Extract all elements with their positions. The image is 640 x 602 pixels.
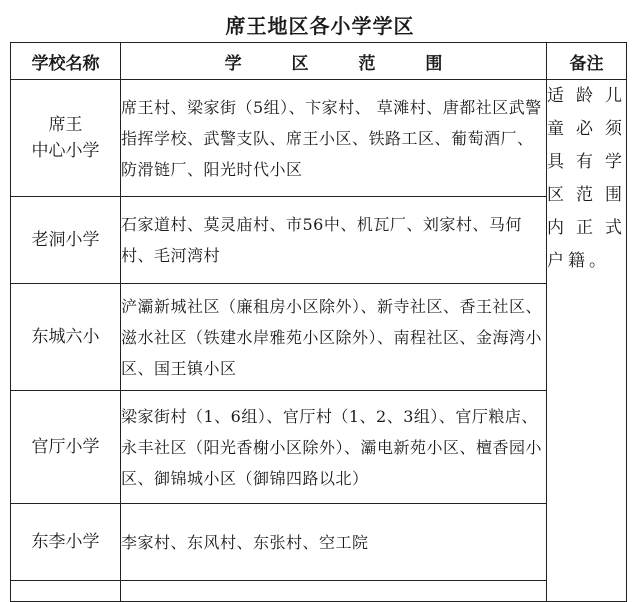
header-note: 备注 — [547, 43, 627, 80]
table-row — [11, 391, 627, 504]
school-name-cell — [11, 80, 121, 197]
district-scope-cell: 席王村、梁家街（5组）、卞家村、 草滩村、唐都社区武警指挥学校、武警支队、席王小区、铁路工区、葡萄酒厂、 防滑链厂、阳光时代小区 — [121, 80, 547, 197]
table-row-partial — [11, 581, 627, 602]
school-name-line2: 中心小学 — [31, 141, 100, 161]
school-name-line1: 席王 — [48, 115, 83, 135]
table-row — [11, 80, 627, 197]
district-scope-cell: 李家村、东风村、东张村、空工院 — [121, 504, 547, 581]
table-row — [11, 284, 627, 391]
district-scope-cell: 石家道村、莫灵庙村、市56中、机瓦厂、刘家村、马何村、毛河湾村 — [121, 197, 547, 284]
header-district-scope-label: 学 区 范 围 — [224, 53, 465, 74]
district-scope-cell: 梁家街村（1、6组）、官厅村（1、2、3组）、官厅粮店、永丰社区（阳光香榭小区除外）、灞电新苑小区、檀香园小区、御锦城小区（御锦四路以北） — [121, 391, 547, 504]
school-name-cell: 官厅小学 — [11, 391, 121, 504]
district-scope-cell: 浐灞新城社区（廉租房小区除外）、新寺社区、香王社区、滋水社区（铁建水岸雅苑小区除外）、南程社区、金海湾小区、国王镇小区 — [121, 284, 547, 391]
header-school-name: 学校名称 — [11, 43, 121, 80]
table-header-row — [11, 43, 627, 80]
district-scope-cell-empty — [121, 581, 547, 602]
note-cell: 适龄儿童必须具有学区范围内正式户籍。 — [547, 80, 627, 602]
table-row — [11, 504, 627, 581]
header-district-scope — [121, 43, 547, 80]
school-name-cell: 东李小学 — [11, 504, 121, 581]
school-district-table — [10, 42, 627, 602]
table-row — [11, 197, 627, 284]
page-title: 席王地区各小学学区 — [225, 14, 415, 38]
school-name-cell-empty — [11, 581, 121, 602]
school-name-cell: 老洞小学 — [11, 197, 121, 284]
school-name-cell: 东城六小 — [11, 284, 121, 391]
